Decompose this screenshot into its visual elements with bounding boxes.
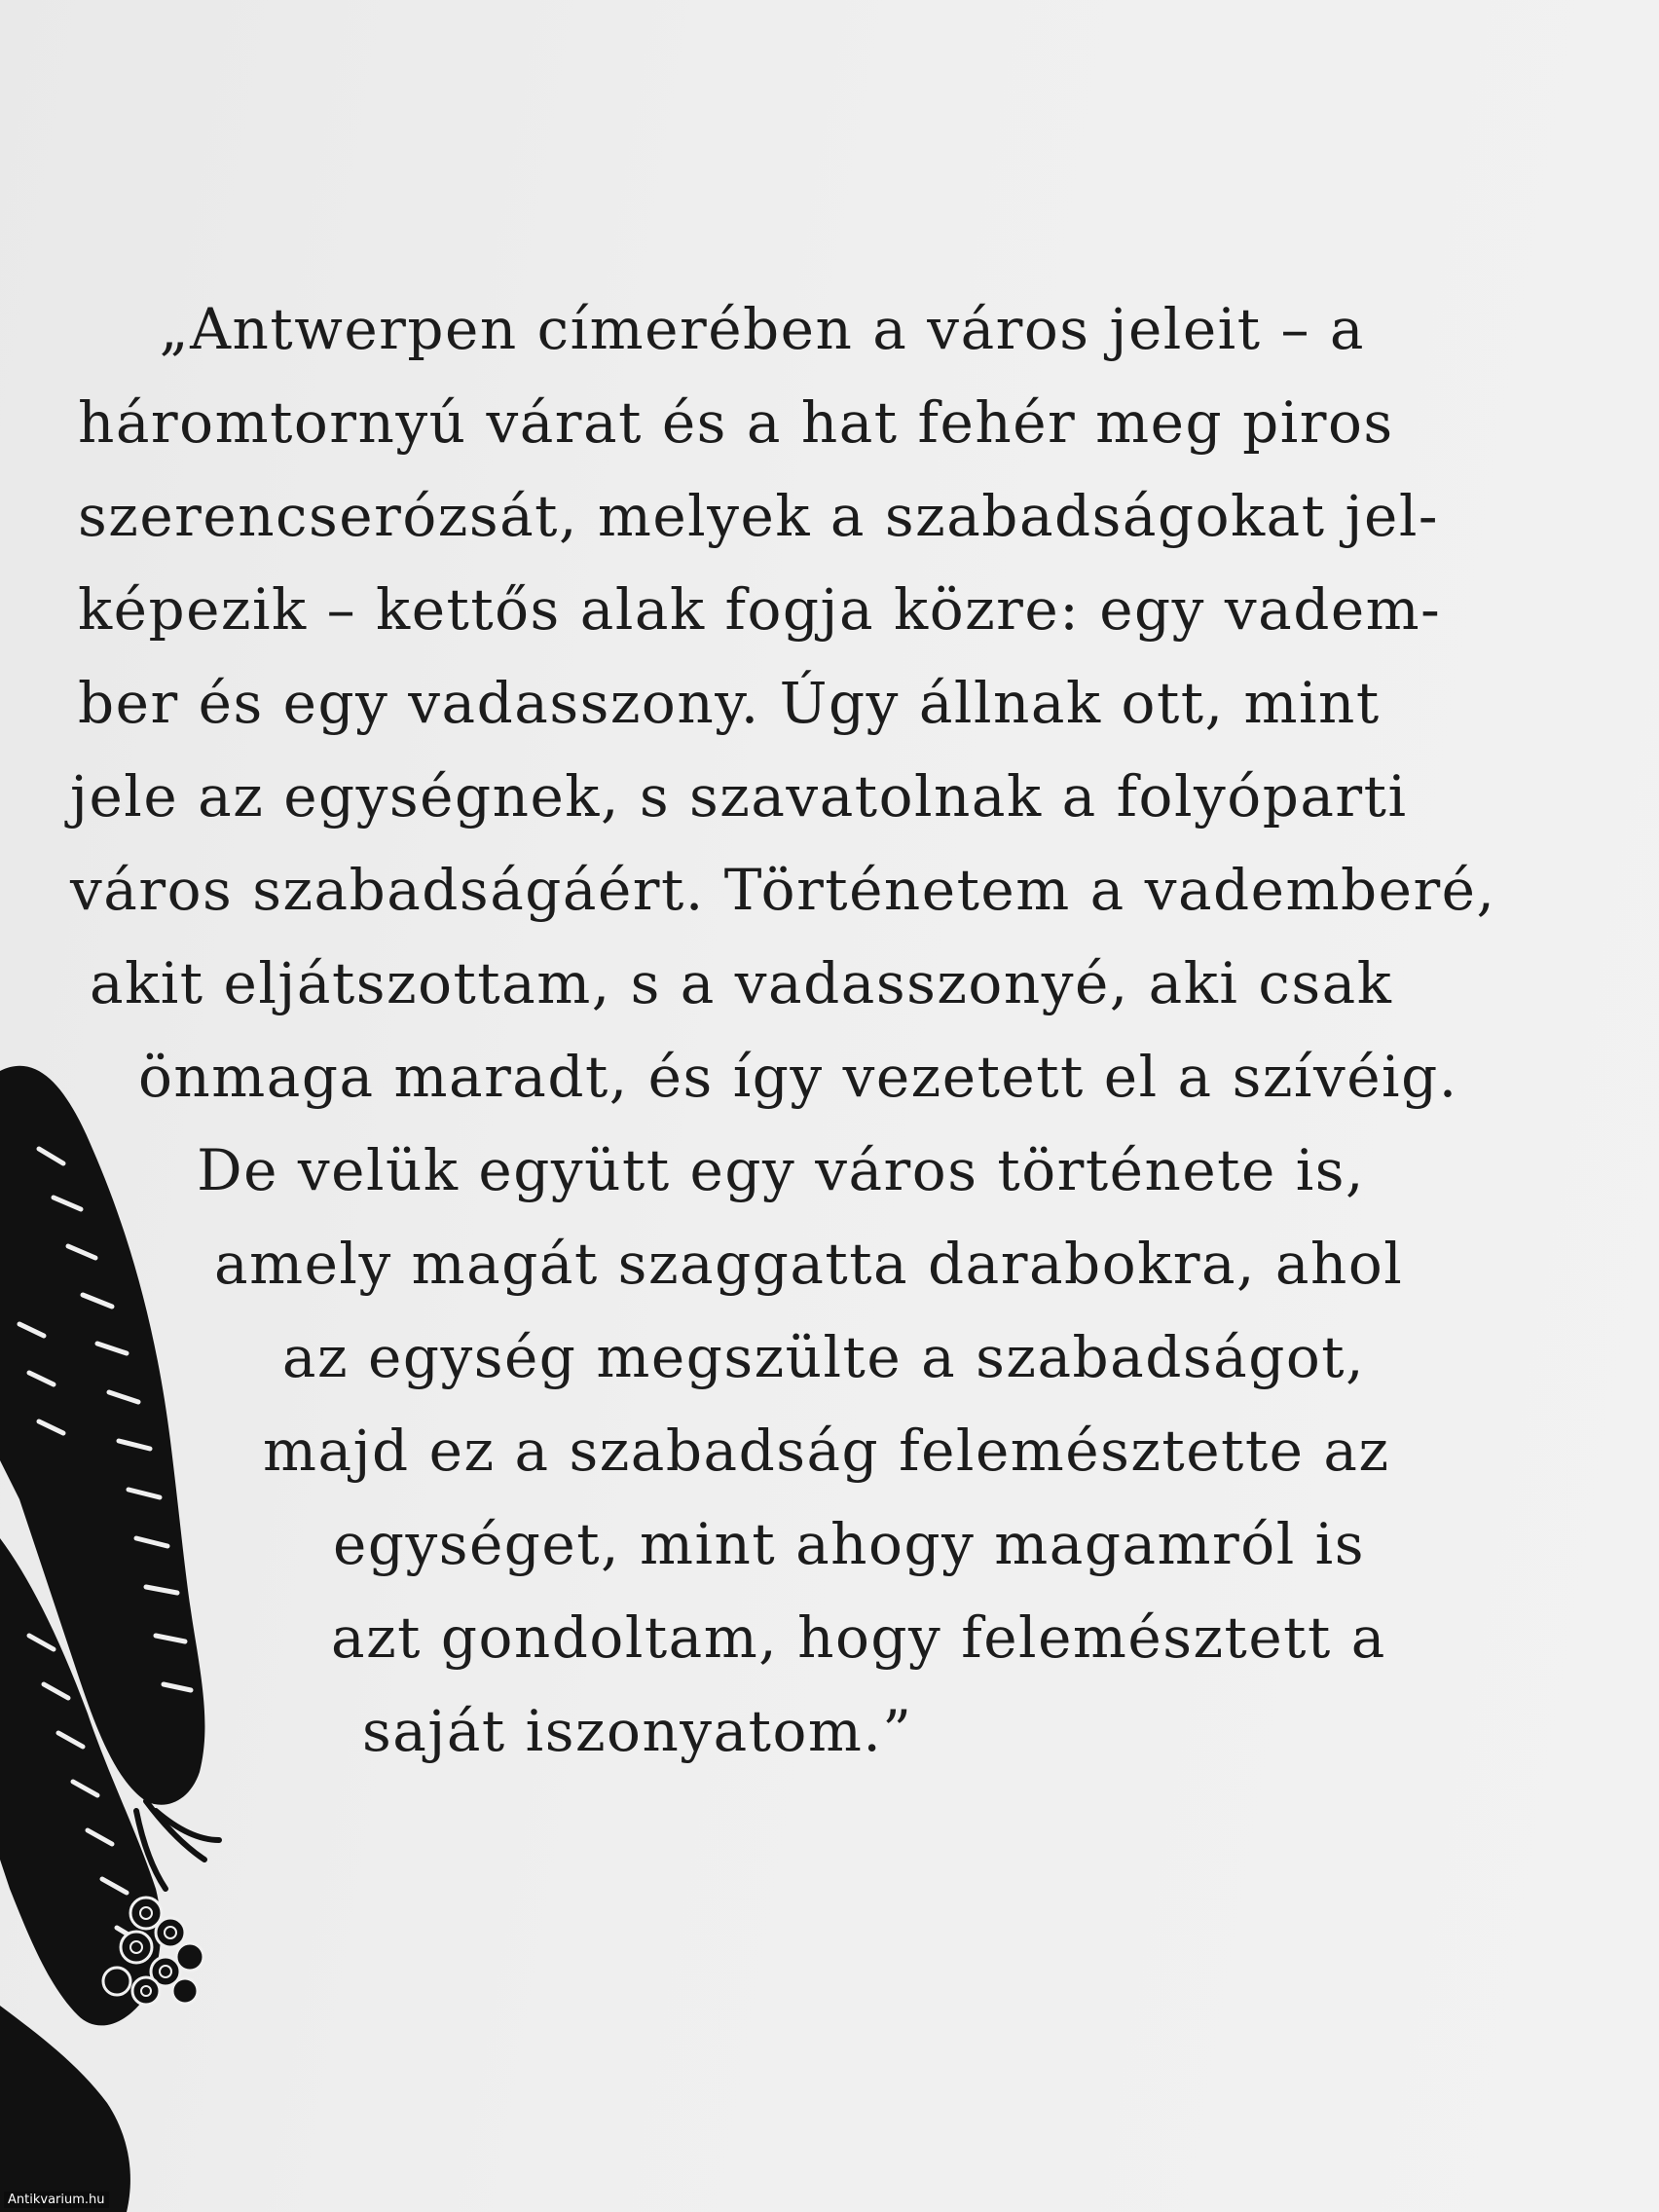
paragraph-line: önmaga maradt, és így vezetett el a szívéig. [138,1044,1458,1110]
paragraph-line: képezik – kettős alak fogja közre: egy vadem- [78,576,1442,643]
paragraph-line: az egység megszülte a szabadságot, [281,1324,1365,1390]
paragraph-line: jele az egységnek, s szavatolnak a folyóparti [70,763,1408,830]
paragraph-line: De velük együtt egy város története is, [197,1137,1365,1203]
paragraph-line: amely magát szaggatta darabokra, ahol [214,1231,1404,1297]
paragraph-line-last: saját iszonyatom.” [362,1698,913,1764]
paragraph-line: ber és egy vadasszony. Úgy állnak ott, mint [78,670,1381,736]
watermark-text: Antikvarium.hu [4,2192,109,2208]
paragraph-line: szerencserózsát, melyek a szabadságokat jel- [78,483,1439,549]
paragraph-line: akit eljátszottam, s a vadasszonyé, aki csak [90,950,1393,1016]
paragraph-line: város szabadságáért. Történetem a vademberé, [70,857,1496,923]
paragraph-line: azt gondoltam, hogy felemésztett a [331,1604,1386,1671]
paragraph-line: „Antwerpen címerében a város jeleit – a [159,296,1365,362]
paragraph-line: majd ez a szabadság felemésztette az [263,1418,1390,1484]
paragraph-line: háromtornyú várat és a hat fehér meg piros [78,389,1394,456]
paragraph-line: egységet, mint ahogy magamról is [333,1511,1365,1577]
